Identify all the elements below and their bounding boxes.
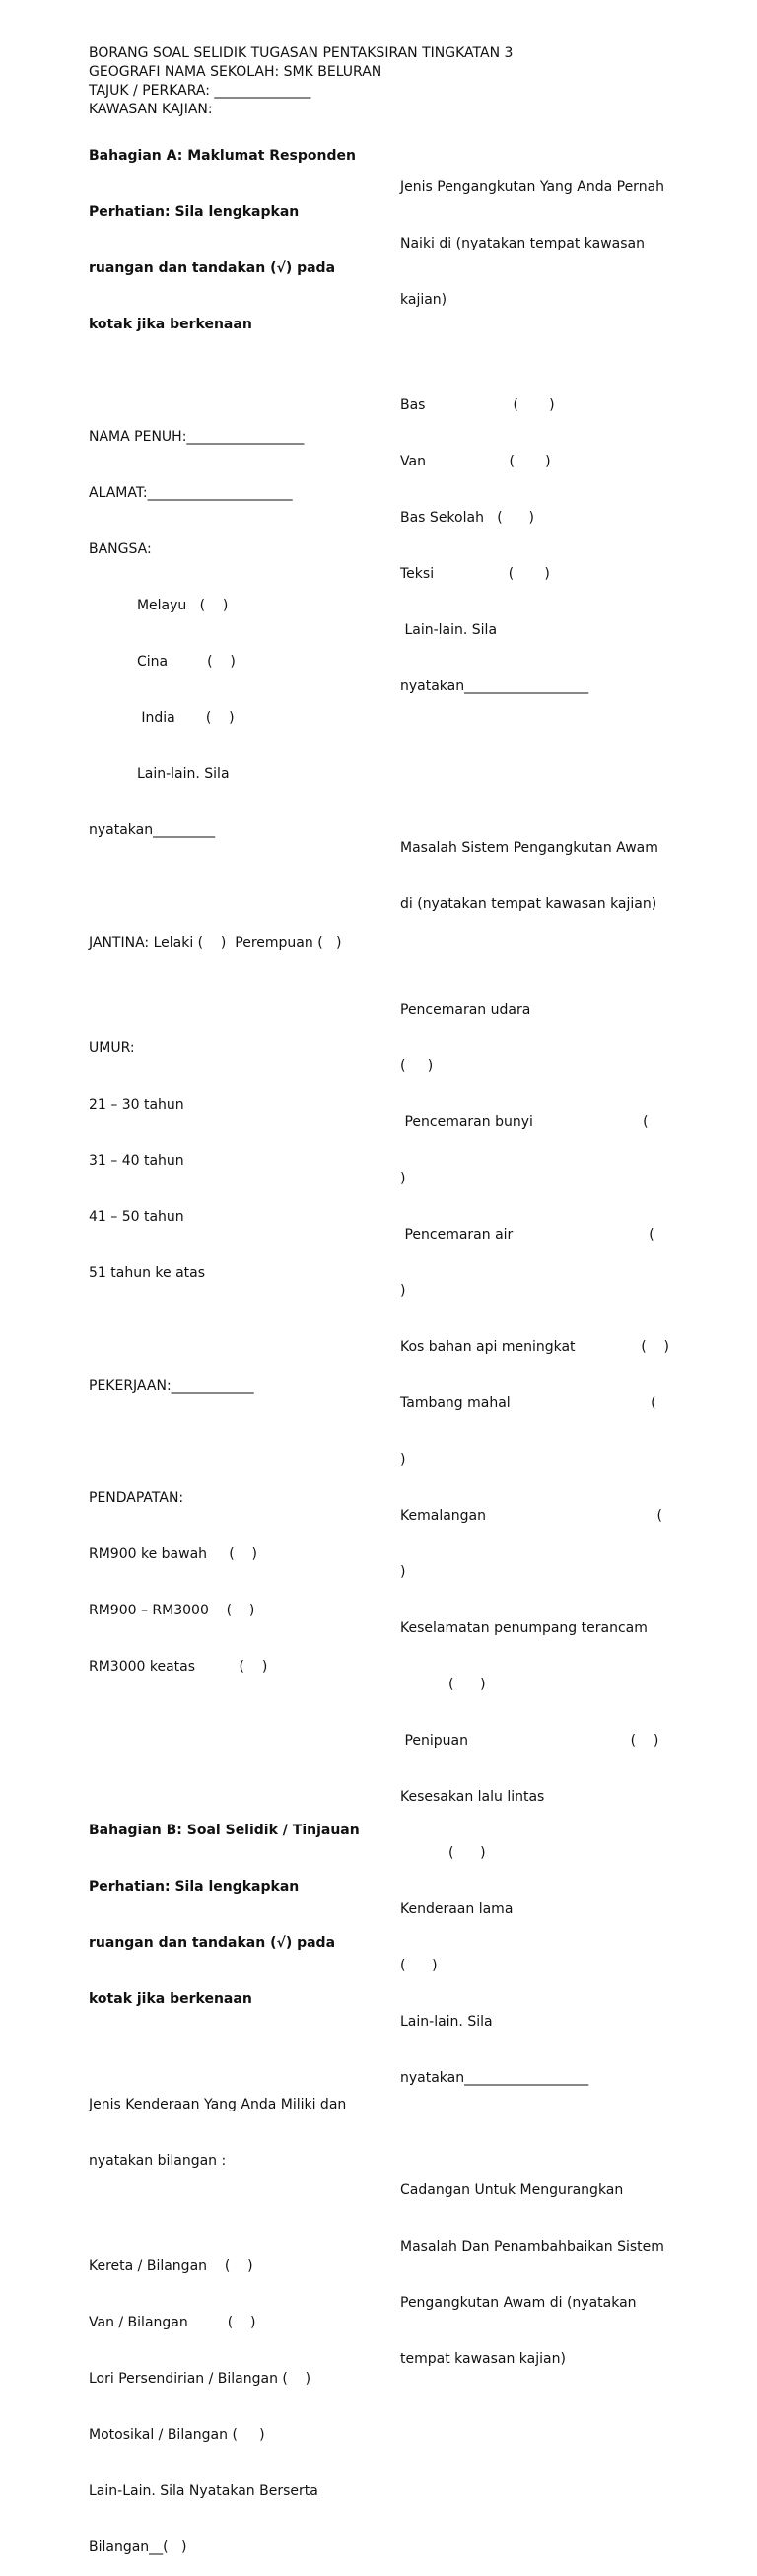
masalah-question-2: di (nyatakan tempat kawasan kajian) xyxy=(400,896,657,912)
pengangkutan-option-bas: Bas ( ) xyxy=(400,397,555,413)
masalah-question-1: Masalah Sistem Pengangkutan Awam xyxy=(400,840,658,856)
masalah-option-tambang-box: ) xyxy=(400,1452,406,1467)
bangsa-option-cina: Cina ( ) xyxy=(89,654,236,670)
pendapatan-label: PENDAPATAN: xyxy=(89,1490,184,1506)
pengangkutan-option-lain-field: nyatakan__________________ xyxy=(400,679,589,694)
cadangan-question-3: Pengangkutan Awam di (nyatakan xyxy=(400,2295,637,2311)
header-line-3: TAJUK / PERKARA: ______________ xyxy=(89,83,311,99)
masalah-option-lain: Lain-lain. Sila xyxy=(400,2014,493,2030)
pengangkutan-question-3: kajian) xyxy=(400,292,447,308)
section-b-instruction-2: ruangan dan tandakan (√) pada xyxy=(89,1935,336,1951)
umur-option-1: 21 – 30 tahun xyxy=(89,1097,184,1112)
pendapatan-option-2: RM900 – RM3000 ( ) xyxy=(89,1603,255,1618)
masalah-option-air: Pencemaran air ( xyxy=(400,1227,654,1243)
pendapatan-option-3: RM3000 keatas ( ) xyxy=(89,1659,268,1675)
masalah-option-kemalangan-box: ) xyxy=(400,1564,406,1580)
form-header xyxy=(89,44,562,119)
pengangkutan-option-van: Van ( ) xyxy=(400,454,551,469)
umur-label: UMUR: xyxy=(89,1040,135,1056)
bangsa-option-lain: Lain-lain. Sila xyxy=(89,766,230,782)
masalah-option-bunyi-box: ) xyxy=(400,1171,406,1186)
kenderaan-option-lain-field: Bilangan__( ) xyxy=(89,2540,187,2555)
pengangkutan-question-1: Jenis Pengangkutan Yang Anda Pernah xyxy=(400,179,665,195)
kenderaan-option-van: Van / Bilangan ( ) xyxy=(89,2315,256,2330)
pendapatan-option-1: RM900 ke bawah ( ) xyxy=(89,1546,257,1562)
pengangkutan-option-lain: Lain-lain. Sila xyxy=(400,622,498,638)
kenderaan-option-lori: Lori Persendirian / Bilangan ( ) xyxy=(89,2371,311,2387)
masalah-option-udara-box: ( ) xyxy=(400,1058,434,1074)
section-b-instruction-3: kotak jika berkenaan xyxy=(89,1991,252,2007)
masalah-option-air-box: ) xyxy=(400,1283,406,1299)
header-line-2: GEOGRAFI NAMA SEKOLAH: SMK BELURAN xyxy=(89,64,382,80)
alamat-field: ALAMAT:_____________________ xyxy=(89,485,293,501)
section-a-instruction-1: Perhatian: Sila lengkapkan xyxy=(89,204,300,220)
cadangan-question-4: tempat kawasan kajian) xyxy=(400,2351,566,2367)
pengangkutan-question-2: Naiki di (nyatakan tempat kawasan xyxy=(400,236,646,251)
bangsa-option-lain-field: nyatakan_________ xyxy=(89,823,216,838)
section-b-instruction-1: Perhatian: Sila lengkapkan xyxy=(89,1879,300,1895)
nama-field: NAMA PENUH:_________________ xyxy=(89,429,305,445)
section-a-instruction-2: ruangan dan tandakan (√) pada xyxy=(89,260,336,276)
bangsa-option-melayu: Melayu ( ) xyxy=(89,598,229,613)
section-a-instruction-3: kotak jika berkenaan xyxy=(89,317,252,332)
kenderaan-option-kereta: Kereta / Bilangan ( ) xyxy=(89,2258,253,2274)
masalah-option-kemalangan: Kemalangan ( xyxy=(400,1508,663,1524)
masalah-option-penipuan: Penipuan ( ) xyxy=(400,1733,659,1749)
masalah-option-kos: Kos bahan api meningkat ( ) xyxy=(400,1339,670,1355)
masalah-option-keselamatan: Keselamatan penumpang terancam xyxy=(400,1620,648,1636)
masalah-option-kenderaan-lama: Kenderaan lama xyxy=(400,1901,514,1917)
section-b-heading: Bahagian B: Soal Selidik / Tinjauan xyxy=(89,1823,360,1838)
header-line-1: BORANG SOAL SELIDIK TUGASAN PENTAKSIRAN TINGKATAN 3 xyxy=(89,45,514,61)
kenderaan-question-2: nyatakan bilangan : xyxy=(89,2153,227,2169)
masalah-option-lain-field: nyatakan__________________ xyxy=(400,2070,589,2086)
kenderaan-option-motosikal: Motosikal / Bilangan ( ) xyxy=(89,2427,265,2443)
umur-option-3: 41 – 50 tahun xyxy=(89,1209,184,1225)
right-column xyxy=(400,141,686,2388)
kenderaan-option-lain: Lain-Lain. Sila Nyatakan Berserta xyxy=(89,2483,318,2499)
cadangan-question-1: Cadangan Untuk Mengurangkan xyxy=(400,2182,624,2198)
pengangkutan-option-teksi: Teksi ( ) xyxy=(400,566,550,582)
header-line-4: KAWASAN KAJIAN: xyxy=(89,102,213,117)
umur-option-4: 51 tahun ke atas xyxy=(89,1265,206,1281)
masalah-option-kesesakan: Kesesakan lalu lintas xyxy=(400,1789,545,1805)
kenderaan-question-1: Jenis Kenderaan Yang Anda Miliki dan xyxy=(89,2097,347,2112)
bangsa-label: BANGSA: xyxy=(89,541,152,557)
masalah-option-kesesakan-box: ( ) xyxy=(400,1845,486,1861)
pekerjaan-field: PEKERJAAN:____________ xyxy=(89,1378,254,1394)
cadangan-question-2: Masalah Dan Penambahbaikan Sistem xyxy=(400,2239,664,2254)
bangsa-option-india: India ( ) xyxy=(89,710,235,726)
umur-option-2: 31 – 40 tahun xyxy=(89,1153,184,1169)
masalah-option-kenderaan-lama-box: ( ) xyxy=(400,1958,438,1973)
pengangkutan-option-bas-sekolah: Bas Sekolah ( ) xyxy=(400,510,534,526)
left-column xyxy=(89,109,384,2576)
masalah-option-udara: Pencemaran udara xyxy=(400,1002,531,1018)
masalah-option-keselamatan-box: ( ) xyxy=(400,1677,486,1692)
masalah-option-bunyi: Pencemaran bunyi ( xyxy=(400,1114,649,1130)
masalah-option-tambang: Tambang mahal ( xyxy=(400,1395,656,1411)
section-a-heading: Bahagian A: Maklumat Responden xyxy=(89,148,356,164)
jantina-field: JANTINA: Lelaki ( ) Perempuan ( ) xyxy=(89,935,342,951)
